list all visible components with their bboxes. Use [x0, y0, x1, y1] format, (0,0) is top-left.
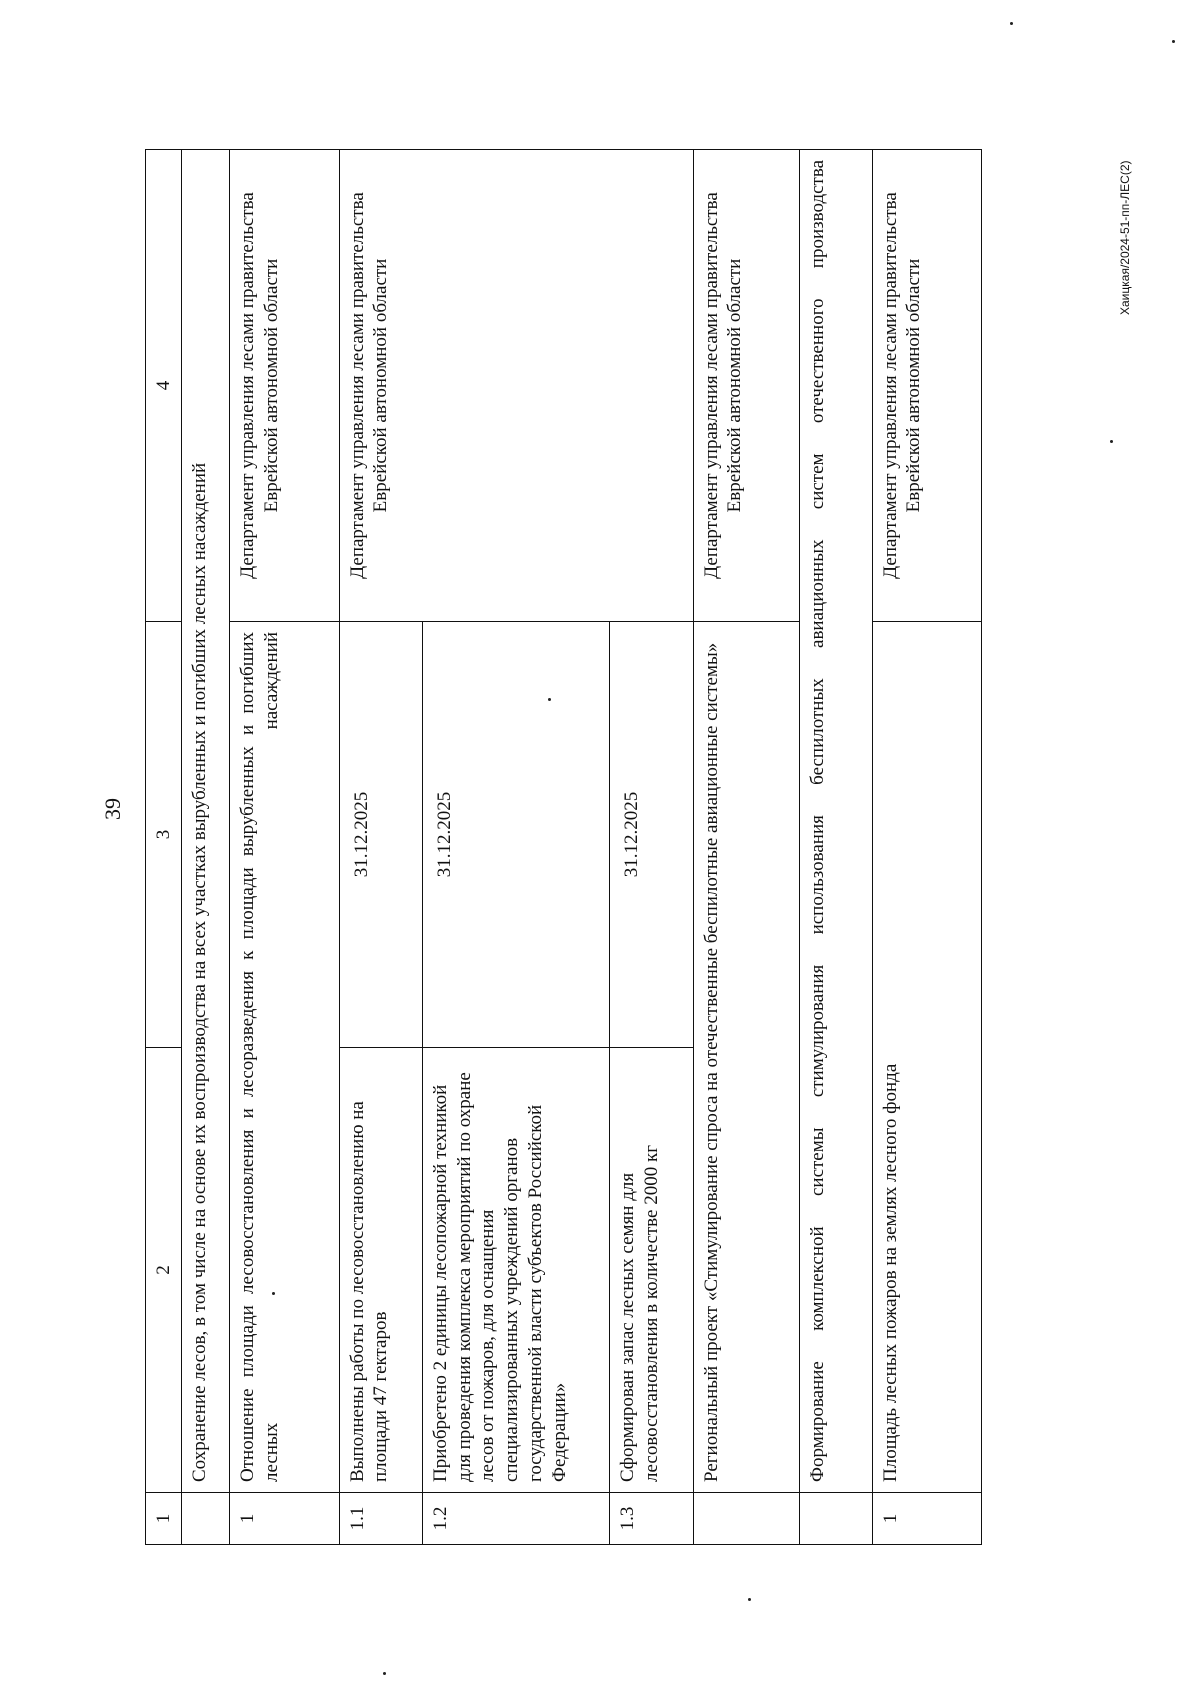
- result-text: Сформирован запас лесных семян для лесовосстановления в количестве 2000 кг: [610, 1048, 693, 1493]
- project-title: Региональный проект «Стимулирование спроса на отечественные беспилотные авиационные системы»: [693, 622, 799, 1493]
- row-number: 1: [230, 1493, 339, 1545]
- header-row: [146, 150, 182, 1545]
- scan-speck: [1110, 440, 1113, 443]
- empty-cell: [182, 1493, 230, 1545]
- row-number: 1: [872, 1493, 981, 1545]
- indicator-text: Отношение площади лесовосстановления и лесоразведения к площади вырубленных и погибших лесных насаждений: [230, 622, 339, 1493]
- responsible-dept: Департамент управления лесами правительства Еврейской автономной области: [872, 150, 981, 622]
- table-row: [230, 150, 339, 1545]
- due-date: 31.12.2025: [422, 622, 609, 1048]
- section-row: [182, 150, 230, 1545]
- result-text: Выполнены работы по лесовосстановлению на площади 47 гектаров: [339, 1048, 422, 1493]
- responsible-dept: Департамент управления лесами правительства Еврейской автономной области: [230, 150, 339, 622]
- document-code: Хаицкая/2024-51-пп-ЛЕС(2): [1118, 160, 1132, 315]
- due-date: 31.12.2025: [339, 622, 422, 1048]
- plan-table: [145, 149, 982, 1545]
- empty-cell: [799, 1493, 872, 1545]
- table-row: [339, 150, 422, 1545]
- empty-cell: [693, 1493, 799, 1545]
- header-cell: 4: [146, 150, 182, 622]
- goal-row: [799, 150, 872, 1545]
- header-cell: 3: [146, 622, 182, 1048]
- responsible-dept: Департамент управления лесами правительства Еврейской автономной области: [339, 150, 693, 622]
- page-number: 39: [100, 798, 125, 820]
- responsible-dept: Департамент управления лесами правительства Еврейской автономной области: [693, 150, 799, 622]
- scan-speck: [748, 1598, 751, 1601]
- row-number: 1.3: [610, 1493, 693, 1545]
- due-date: 31.12.2025: [610, 622, 693, 1048]
- result-text: Приобретено 2 единицы лесопожарной техникой для проведения комплекса мероприятий по охране лесов от пожаров, для оснащения специализированных учреждений органов государственной власти субъектов Российской Федерации»: [422, 1048, 609, 1493]
- section-title: Сохранение лесов, в том числе на основе их воспроизводства на всех участках вырубленных и погибших лесных насаждений: [182, 150, 230, 1493]
- indicator-text: Площадь лесных пожаров на землях лесного фонда: [872, 622, 981, 1493]
- row-number: 1.1: [339, 1493, 422, 1545]
- project-row: [693, 150, 799, 1545]
- goal-text: Формирование комплексной системы стимулирования использования беспилотных авиационных систем отечественного производства: [799, 150, 872, 1493]
- header-cell: 1: [146, 1493, 182, 1545]
- scan-speck: [383, 1672, 386, 1675]
- row-number: 1.2: [422, 1493, 609, 1545]
- scan-speck: [1010, 22, 1013, 25]
- header-cell: 2: [146, 1048, 182, 1493]
- table-container: [145, 150, 982, 1545]
- table-row: [872, 150, 981, 1545]
- scan-speck: [1172, 40, 1175, 43]
